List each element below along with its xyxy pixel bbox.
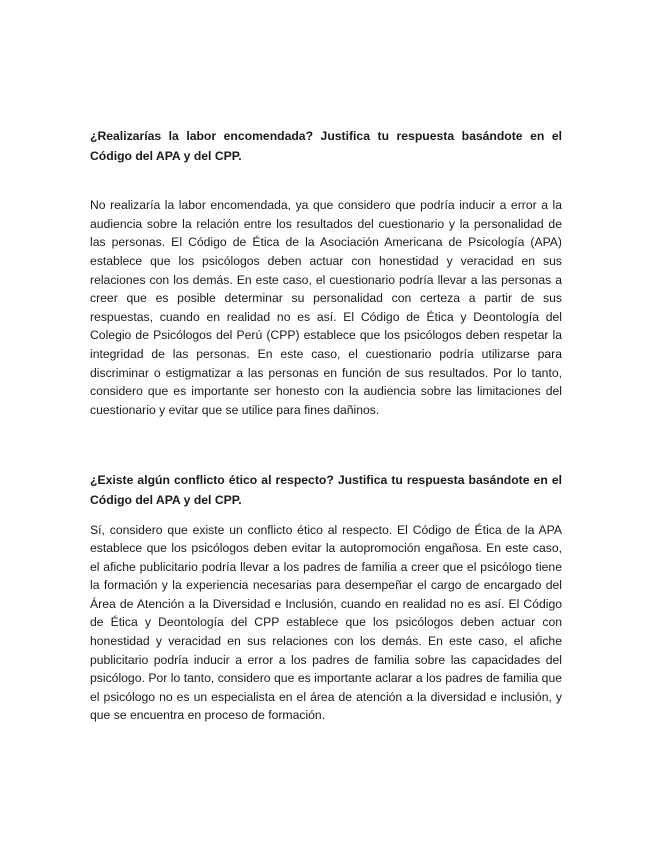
document-body: [90, 127, 562, 725]
question-heading-2: ¿Existe algún conflicto ético al respecto? Justifica tu respuesta basándote en el Código del APA y del CPP.: [90, 473, 562, 507]
answer-paragraph-1: No realizaría la labor encomendada, ya que considero que podría inducir a error a la audiencia sobre la relación entre los resultados del cuestionario y la personalidad de las personas. El Código de Ética de la Asociación Americana de Psicología (APA) establece que los psicólogos deben actuar con honestidad y veracidad en sus relaciones con los demás. En este caso, el cuestionario podría llevar a las personas a creer que es posible determinar su personalidad con certeza a partir de sus respuestas, cuando en realidad no es así. El Código de Ética y Deontología del Colegio de Psicólogos del Perú (CPP) establece que los psicólogos deben respetar la integridad de las personas. En este caso, el cuestionario podría utilizarse para discriminar o estigmatizar a las personas en función de sus resultados. Por lo tanto, considero que es importante ser honesto con la audiencia sobre las limitaciones del cuestionario y evitar que se utilice para fines dañinos.: [90, 198, 562, 417]
answer-paragraph-2: Sí, considero que existe un conflicto ético al respecto. El Código de Ética de la APA establece que los psicólogos deben evitar la autopromoción engañosa. En este caso, el afiche publicitario podría llevar a los padres de familia a creer que el psicólogo tiene la formación y la experiencia necesarias para desempeñar el cargo de encargado del Área de Atención a la Diversidad e Inclusión, cuando en realidad no es así. El Código de Ética y Deontología del CPP establece que los psicólogos deben actuar con honestidad y veracidad en sus relaciones con los demás. En este caso, el afiche publicitario podría inducir a error a los padres de familia sobre las capacidades del psicólogo. Por lo tanto, considero que es importante aclarar a los padres de familia que el psicólogo no es un especialista en el área de atención a la diversidad e inclusión, y que se encuentra en proceso de formación.: [90, 522, 562, 723]
question-heading-1: ¿Realizarías la labor encomendada? Justifica tu respuesta basándote en el Código del APA y del CPP.: [90, 129, 562, 163]
